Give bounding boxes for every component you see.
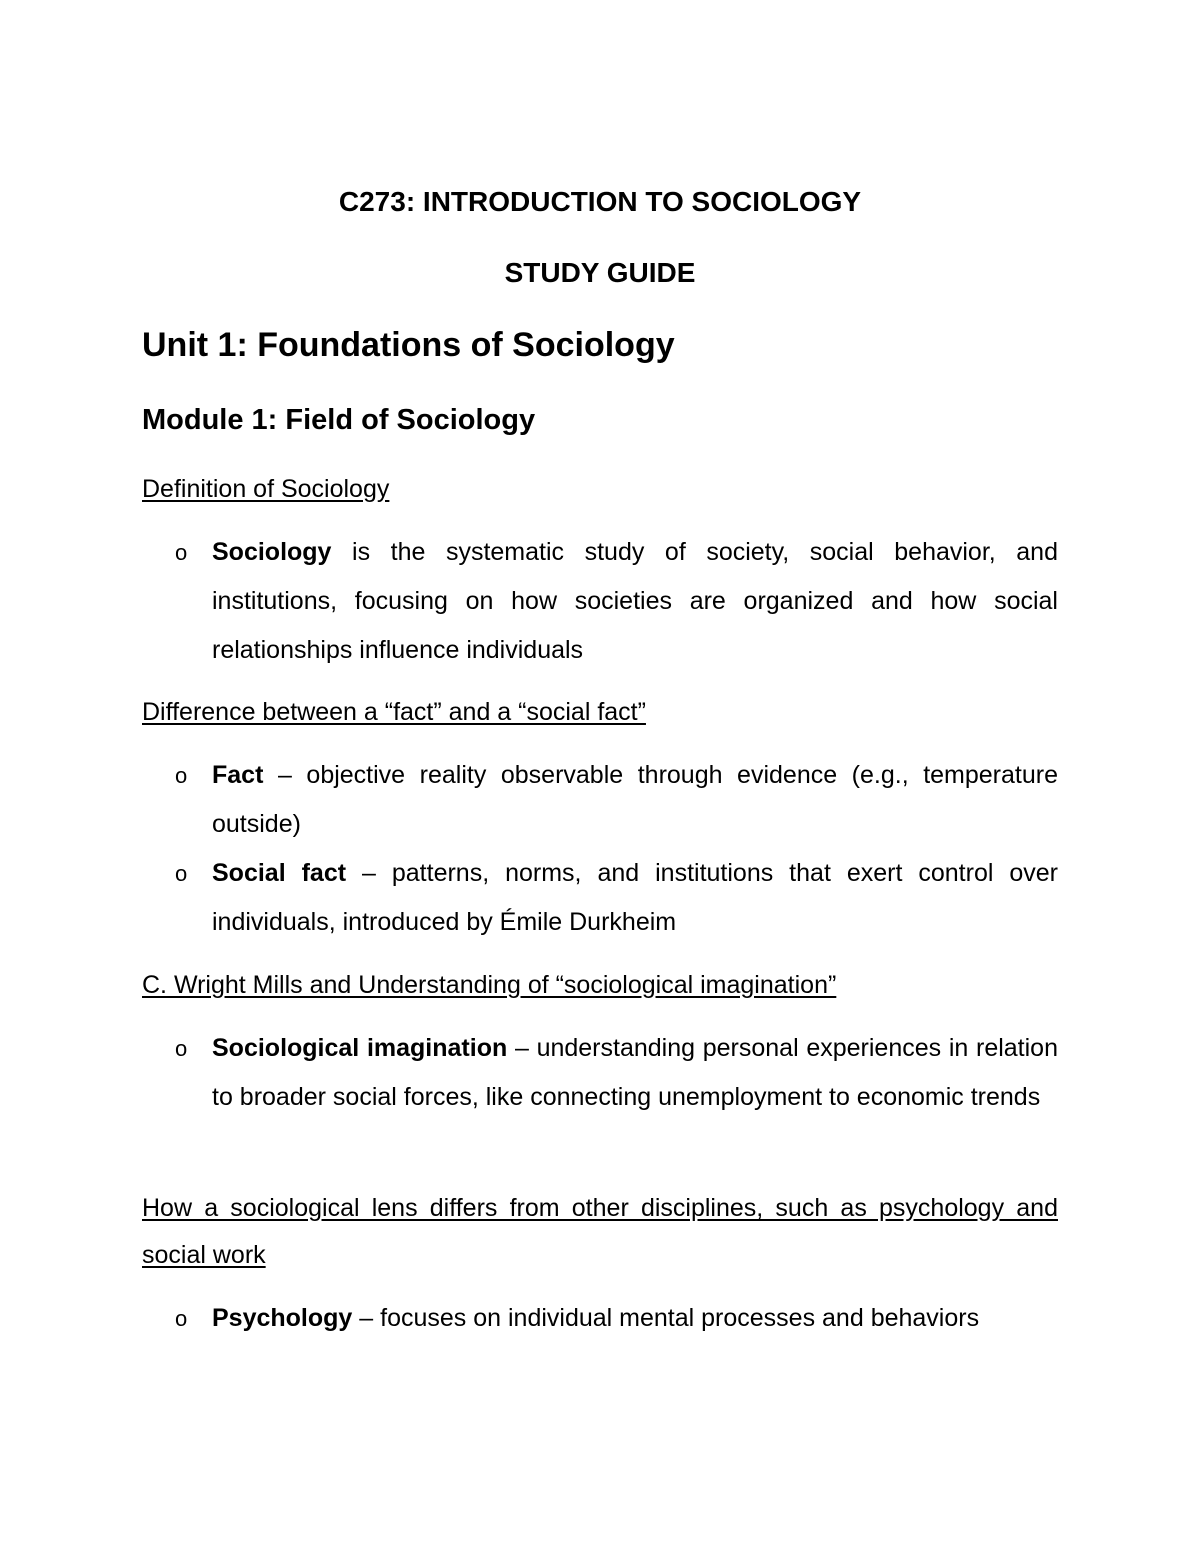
bullet-term: Fact: [212, 761, 264, 789]
bullet-item-social-fact: [175, 849, 1058, 947]
bullet-item-sociology: [175, 528, 1058, 675]
bullet-text: – patterns, norms, and institutions that exert control over individuals, introduced by Émile Durkheim: [212, 859, 1058, 936]
document-subtitle: STUDY GUIDE: [504, 257, 696, 288]
section-heading-definition: Definition of Sociology: [142, 475, 390, 503]
bullet-term: Psychology: [212, 1304, 353, 1332]
bullet-term: Sociological imagination: [212, 1034, 508, 1062]
bullet-marker-icon: o: [175, 540, 188, 565]
bullet-text: – focuses on individual mental processes and behaviors: [352, 1304, 980, 1332]
section-heading-sociological-imagination: C. Wright Mills and Understanding of “sociological imagination”: [142, 971, 837, 999]
bullet-text: – objective reality observable through evidence (e.g., temperature outside): [212, 761, 1058, 838]
bullet-marker-icon: o: [175, 1036, 188, 1061]
section-heading-sociological-lens: How a sociological lens differs from other disciplines, such as psychology and social work: [142, 1194, 1058, 1269]
bullet-marker-icon: o: [175, 763, 188, 788]
unit-heading: Unit 1: Foundations of Sociology: [142, 326, 675, 364]
bullet-item-fact: [175, 751, 1058, 849]
section-heading-fact-vs-social-fact: Difference between a “fact” and a “social fact”: [142, 698, 646, 726]
bullet-marker-icon: o: [175, 1306, 188, 1331]
module-heading: Module 1: Field of Sociology: [142, 404, 536, 436]
course-title: C273: INTRODUCTION TO SOCIOLOGY: [338, 186, 862, 217]
bullet-term: Social fact: [212, 859, 347, 887]
bullet-text: – understanding personal experiences in relation to broader social forces, like connecting unemployment to economic trends: [212, 1034, 1058, 1111]
bullet-term: Sociology: [212, 538, 332, 566]
bullet-text: is the systematic study of society, social behavior, and institutions, focusing on how societies are organized and how social relationships influence individuals: [212, 538, 1058, 664]
bullet-item-psychology: [175, 1294, 1058, 1343]
bullet-marker-icon: o: [175, 861, 188, 886]
bullet-item-sociological-imagination: [175, 1024, 1058, 1122]
